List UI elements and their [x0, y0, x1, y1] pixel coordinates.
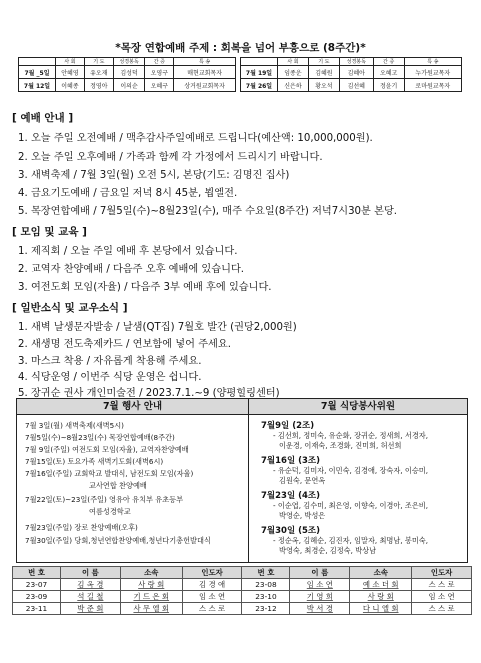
schedule-cell: 누가원교목자 [404, 66, 461, 79]
schedule-row [241, 66, 462, 79]
registry-cell: 사 무 엘 회 [120, 603, 182, 615]
registry-cell: 예 소 더 회 [350, 579, 412, 591]
volunteer-group-head: 7월9일 (2조) [261, 421, 315, 431]
schedule-cell: 김선혜 [339, 79, 373, 92]
meeting-section-title: [ 모임 및 교육 ] [12, 226, 87, 238]
volunteer-group-head: 7월23일 (4조) [261, 491, 321, 501]
event-item: 7월23일(주일) 장로 찬양예배(오후) [25, 523, 138, 532]
news-item: 3. 마스크 착용 / 자유롭게 착용해 주세요. [18, 356, 202, 367]
schedule-header-cell: 특 송 [174, 58, 236, 66]
schedule-header-cell [241, 58, 278, 66]
schedule-cell: 오혜고 [373, 66, 404, 79]
schedule-cell: 유오재 [84, 66, 113, 79]
volunteer-line: 박영순, 박성은 [279, 511, 326, 520]
event-item: 7월15일(토) 토요가족 새벽기도회(새벽6시) [25, 457, 164, 466]
schedule-table-left [18, 57, 236, 92]
registry-cell: 임 소 연 [182, 591, 242, 603]
event-item: 7월30일(주일) 당회,청년연합찬양예배,청년다기총헌발대식 [25, 536, 211, 545]
schedule-cell: 김혜원 [308, 66, 339, 79]
event-item: 7월 9일(주일) 여전도회 모임(자율), 교역자찬양예배 [25, 445, 189, 454]
schedule-week: 7월 26일 [241, 79, 278, 92]
schedule-cell: 로마원교목자 [404, 79, 461, 92]
schedule-cell: 이의순 [113, 79, 145, 92]
worship-item: 3. 새벽축제 / 7월 3일(월) 오전 5시, 본당(기도: 김명진 집사) [18, 170, 290, 181]
schedule-header-cell: 간 증 [145, 58, 174, 66]
registry-cell: 다 니 엘 회 [350, 603, 412, 615]
volunteer-group-head: 7월16일 (3조) [261, 456, 321, 466]
registry-cell: 김 경 애 [182, 579, 242, 591]
box-divider-vertical [248, 399, 249, 562]
event-item: 7월5일(수)~8월23일(수) 목장연합예배(8주간) [25, 433, 175, 442]
registry-cell: 김 옥 경 [61, 579, 121, 591]
schedule-cell: 정영아 [84, 79, 113, 92]
registry-cell: 23-11 [13, 603, 61, 615]
registry-cell: 임 소 연 [290, 579, 350, 591]
registry-cell: 스 스 로 [412, 603, 472, 615]
volunteer-line: - 김선희, 정미숙, 유순화, 장귀순, 정새희, 서경자, [273, 431, 428, 440]
schedule-row [19, 79, 236, 92]
meeting-item: 2. 교역자 찬양예배 / 다음주 오후 예배에 있습니다. [18, 264, 245, 275]
schedule-header-cell: 사 회 [56, 58, 85, 66]
event-item: 7월 3일(월) 새벽축제(새벽5시) [25, 421, 124, 430]
box-divider-horizontal [17, 414, 467, 415]
news-item: 1. 새벽 날생문자발송 / 날샘(QT집) 7월호 발간 (권당2,000원) [18, 322, 297, 333]
schedule-cell: 상거원교회목자 [174, 79, 236, 92]
volunteer-group-head: 7월30일 (5조) [261, 526, 321, 536]
registry-cell: 기 영 희 [290, 591, 350, 603]
volunteer-line: 박영숙, 최경순, 김정숙, 박상남 [279, 546, 377, 555]
registry-cell: 임 소 연 [412, 591, 472, 603]
schedule-table-right [240, 57, 462, 92]
events-volunteers-box [16, 398, 468, 563]
volunteer-line: 김원숙, 문연옥 [279, 476, 326, 485]
schedule-cell: 매현교회목자 [174, 66, 236, 79]
registry-cell: 기 드 온 회 [120, 591, 182, 603]
schedule-week: 7월 19일 [241, 66, 278, 79]
schedule-cell: 신은하 [278, 79, 309, 92]
registry-header-cell: 이 름 [290, 567, 350, 579]
schedule-header-cell: 기 도 [308, 58, 339, 66]
registry-header-row [13, 567, 472, 579]
schedule-cell: 오혜구 [145, 79, 174, 92]
schedule-cell: 김성덕 [113, 66, 145, 79]
registry-cell: 23-10 [242, 591, 290, 603]
volunteer-line: 이운경, 이재숙, 조경화, 진미희, 허선희 [279, 441, 402, 450]
event-item: 7월16일(주일) 교회학교 발대식, 남전도회 모임(자율) [25, 469, 194, 478]
registry-header-cell: 인도자 [412, 567, 472, 579]
news-section-title: [ 일반소식 및 교우소식 ] [12, 302, 128, 314]
registry-row [13, 579, 472, 591]
registry-cell: 23-09 [13, 591, 61, 603]
registry-cell: 사 랑 회 [350, 591, 412, 603]
schedule-cell: 김혜아 [339, 66, 373, 79]
schedule-row [19, 66, 236, 79]
registry-header-cell: 소속 [350, 567, 412, 579]
meeting-item: 1. 제직회 / 오늘 주일 예배 후 본당에서 있습니다. [18, 246, 238, 257]
registry-cell: 23-12 [242, 603, 290, 615]
schedule-week: 7월 _5일 [19, 66, 56, 79]
schedule-header-cell: 성경봉독 [113, 58, 145, 66]
schedule-header-row [241, 58, 462, 66]
registry-cell: 스 스 로 [412, 579, 472, 591]
schedule-header-cell: 특 송 [404, 58, 461, 66]
registry-cell: 23-08 [242, 579, 290, 591]
schedule-cell: 황오석 [308, 79, 339, 92]
event-item: 여름성경학교 [89, 507, 131, 516]
worship-item: 2. 오늘 주일 오후예배 / 가족과 함께 각 가정에서 드리시기 바랍니다. [18, 152, 323, 163]
event-item: 교사연합 찬양예배 [89, 481, 147, 490]
schedule-cell: 정윤기 [373, 79, 404, 92]
registry-header-cell: 번 호 [242, 567, 290, 579]
registry-cell: 사 랑 회 [120, 579, 182, 591]
events-title: 7월 행사 안내 [17, 399, 248, 414]
schedule-header-cell [19, 58, 56, 66]
registry-cell: 박 서 경 [290, 603, 350, 615]
worship-section-title: [ 예배 안내 ] [12, 112, 74, 124]
banner-title: *목장 연합예배 주제 : 회복을 넘어 부흥으로 (8주간)* [115, 42, 366, 54]
registry-cell: 석 길 철 [61, 591, 121, 603]
worship-item: 1. 오늘 주일 오전예배 / 맥추감사주일예배로 드립니다(예산액: 10,000,000원). [18, 133, 373, 144]
registry-header-cell: 인도자 [182, 567, 242, 579]
volunteer-line: - 정순옥, 김혜순, 김진자, 임말자, 최명남, 봉미숙, [273, 536, 428, 545]
new-member-registry-table [12, 566, 472, 615]
worship-item: 5. 목장연합예배 / 7월5일(수)~8월23일(수), 매주 수요일(8주간) 저녁7시30분 본당. [18, 206, 398, 217]
schedule-header-cell: 간 증 [373, 58, 404, 66]
volunteer-line: - 유순덕, 김미자, 이민숙, 김경애, 장숙자, 이승미, [273, 466, 428, 475]
volunteer-line: - 이순엽, 김수미, 최은영, 이향숙, 이경아, 조은비, [273, 501, 428, 510]
worship-item: 4. 금요기도예배 / 금요일 저녁 8시 45분, 뵙엘전. [18, 188, 238, 199]
registry-header-cell: 이 름 [61, 567, 121, 579]
schedule-cell: 오영구 [145, 66, 174, 79]
schedule-cell: 안혜영 [56, 66, 85, 79]
schedule-row [241, 79, 462, 92]
meeting-item: 3. 여전도회 모임(자율) / 다음주 3부 예배 후에 있습니다. [18, 282, 272, 293]
registry-row [13, 591, 472, 603]
schedule-header-row [19, 58, 236, 66]
registry-cell: 23-07 [13, 579, 61, 591]
registry-cell: 스 스 로 [182, 603, 242, 615]
schedule-header-cell: 사 회 [278, 58, 309, 66]
registry-header-cell: 번 호 [13, 567, 61, 579]
registry-cell: 박 준 회 [61, 603, 121, 615]
schedule-header-cell: 기 도 [84, 58, 113, 66]
news-item: 2. 새생명 전도축제카드 / 연보함에 넣어 주세요. [18, 339, 231, 350]
news-item: 5. 장귀순 권사 개인미술전 / 2023.7.1.~9 (양평힐링센터) [18, 388, 280, 399]
schedule-header-cell: 성경봉독 [339, 58, 373, 66]
schedule-cell: 임종운 [278, 66, 309, 79]
volunteers-title: 7월 식당봉사위원 [249, 399, 467, 414]
schedule-cell: 이혜종 [56, 79, 85, 92]
news-item: 4. 식당운영 / 이번주 식당 운영은 쉽니다. [18, 372, 202, 383]
event-item: 7월22일(토)~23일(주일) 영유아 유치부 유초등부 [25, 495, 184, 504]
registry-row [13, 603, 472, 615]
schedule-week: 7월 12일 [19, 79, 56, 92]
registry-header-cell: 소속 [120, 567, 182, 579]
